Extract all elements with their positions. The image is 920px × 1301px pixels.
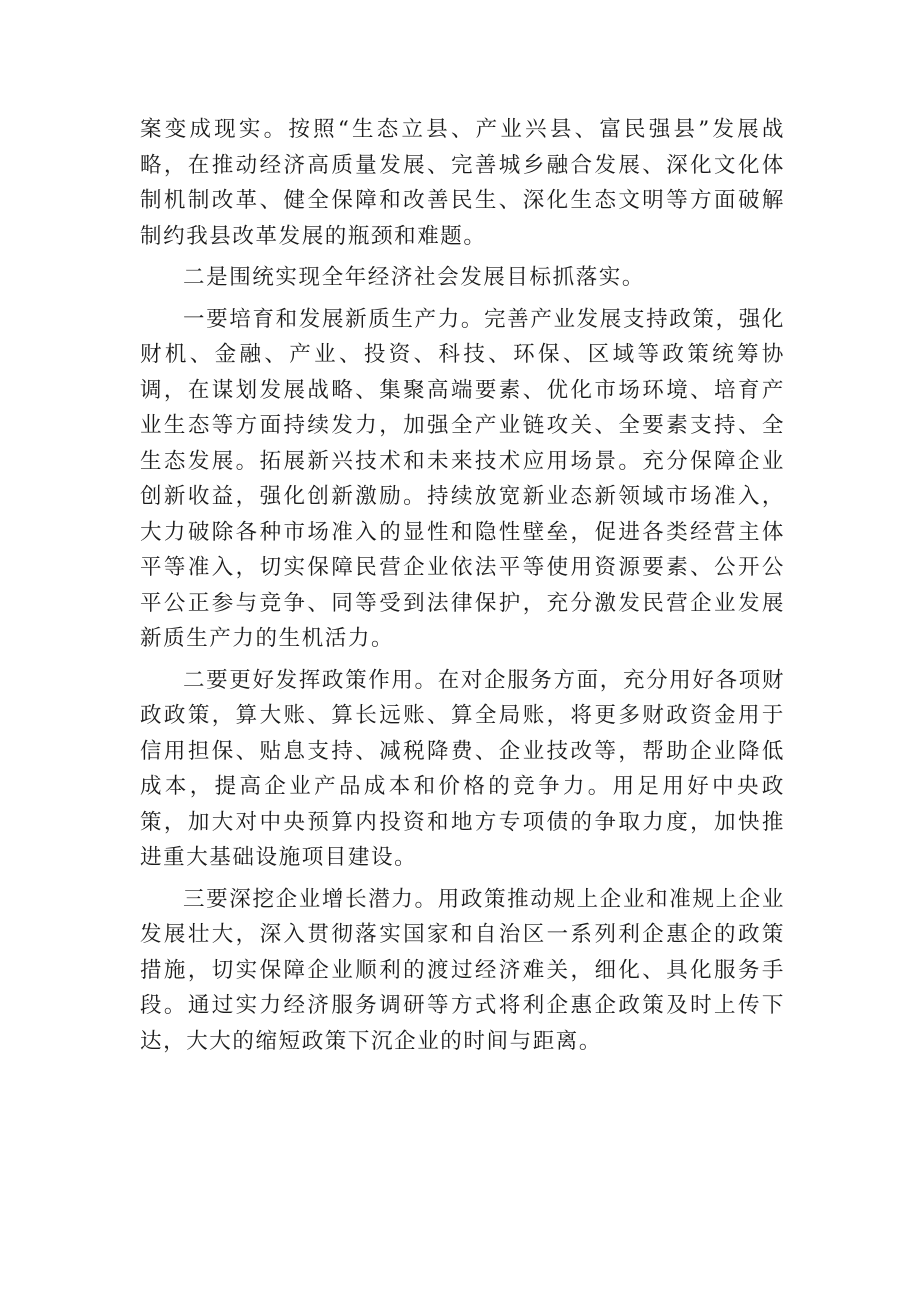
paragraph-item-3: 三要深挖企业增长潜力。用政策推动规上企业和准规上企业发展壮大，深入贯彻落实国家和自治区一系列利企惠企的政策措施，切实保障企业顺利的渡过经济难关，细化、具化服务手段。通过实力经济服务调研等方式将利企惠企政策及时上传下达，大大的缩短政策下沉企业的时间与距离。: [140, 886, 785, 1054]
paragraph-item-1: 一要培育和发展新质生产力。完善产业发展支持政策，强化财机、金融、产业、投资、科技、环保、区域等政策统筹协调，在谋划发展战略、集聚高端要素、优化市场环境、培育产业生态等方面持续发力，加强全产业链攻关、全要素支持、全生态发展。拓展新兴技术和未来技术应用场景。充分保障企业创新收益，强化创新激励。持续放宽新业态新领域市场准入，大力破除各种市场准入的显性和隐性壁垒，促进各类经营主体平等准入，切实保障民营企业依法平等使用资源要素、公开公平公正参与竞争、同等受到法律保护，充分激发民营企业发展新质生产力的生机活力。: [140, 306, 785, 651]
paragraph-continuation: 案变成现实。按照“生态立县、产业兴县、富民强县”发展战略，在推动经济高质量发展、完善城乡融合发展、深化文化体制机制改革、健全保障和改善民生、深化生态文明等方面破解制约我县改革发展的瓶颈和难题。: [140, 117, 785, 249]
paragraph-heading-2: 二是围统实现全年经济社会发展目标抓落实。: [183, 265, 646, 290]
document-body: [140, 112, 785, 1059]
paragraph-item-2: 二要更好发挥政策作用。在对企服务方面，充分用好各项财政政策，算大账、算长远账、算全局账，将更多财政资金用于信用担保、贴息支持、减税降费、企业技改等，帮助企业降低成本，提高企业产品成本和价格的竞争力。用足用好中央政策，加大对中央预算内投资和地方专项债的争取力度，加快推进重大基础设施项目建设。: [140, 667, 785, 870]
